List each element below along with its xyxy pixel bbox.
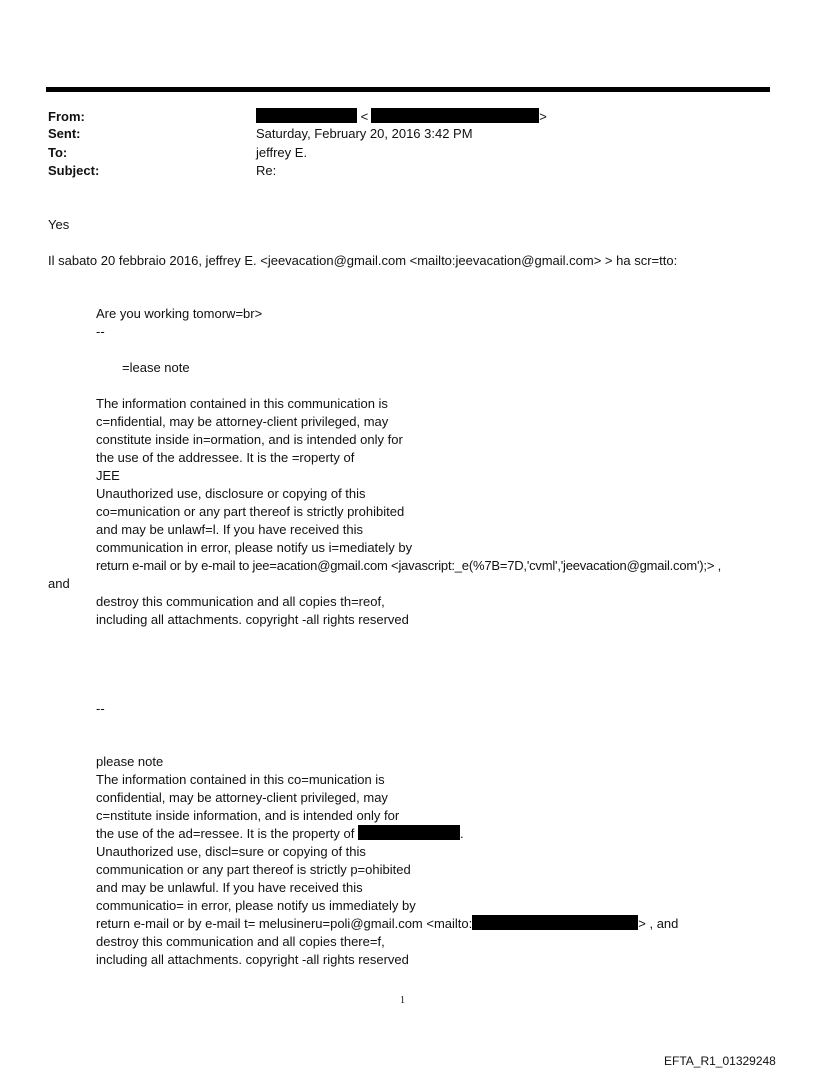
disclaimer1-line: c=nfidential, may be attorney-client privileged, may: [96, 414, 389, 429]
disclaimer2-line: The information contained in this co=munication is: [96, 772, 385, 787]
redacted-sender-name: [256, 108, 357, 123]
disclaimer1-line: communication in error, please notify us i=mediately by: [96, 540, 413, 555]
from-bracket-close: >: [539, 109, 547, 124]
disclaimer1-line: JEE: [96, 468, 120, 483]
disclaimer2-line: confidential, may be attorney-client privileged, may: [96, 790, 388, 805]
disclaimer2-line: communicatio= in error, please notify us immediately by: [96, 898, 416, 913]
subject-value: Re:: [256, 163, 277, 178]
disclaimer1-line: the use of the addressee. It is the =roperty of: [96, 450, 355, 465]
disclaimer1-line: destroy this communication and all copies th=reof,: [96, 594, 385, 609]
disclaimer1-line: The information contained in this communication is: [96, 396, 388, 411]
disclaimer1-line: Unauthorized use, disclosure or copying of this: [96, 486, 366, 501]
disclaimer2-email-text: return e-mail or by e-mail t= melusineru=poli@gmail.com <mailto:: [96, 916, 473, 931]
to-value: jeffrey E.: [256, 145, 308, 160]
redacted-sender-email: [371, 108, 539, 123]
disclaimer2-line: communication or any part thereof is strictly p=ohibited: [96, 862, 411, 877]
disclaimer2-property-text: the use of the ad=ressee. It is the property of: [96, 826, 355, 841]
subject-label: Subject:: [48, 163, 100, 178]
redacted-property-owner: [358, 825, 460, 840]
from-bracket-open: <: [360, 109, 369, 124]
disclaimer2-property-line: [96, 825, 464, 843]
from-label: From:: [48, 109, 85, 124]
reply-text: Yes: [48, 217, 70, 232]
quote-intro: Il sabato 20 febbraio 2016, jeffrey E. <jeevacation@gmail.com <mailto:jeevacation@gmail.com> > ha scr=tto:: [48, 253, 678, 268]
please-note-1: =lease note: [122, 360, 190, 375]
page-number: 1: [400, 995, 405, 1006]
disclaimer2-email-end: > , and: [638, 916, 679, 931]
signature-separator-2: --: [96, 701, 105, 716]
disclaimer1-line: return e-mail or by e-mail to jee=acation@gmail.com <javascript:_e(%7B=7D,'cvml','jeevacation@gmail.com');> ,: [96, 558, 722, 573]
redacted-mailto-address: [472, 915, 638, 930]
disclaimer1-line: constitute inside in=ormation, and is intended only for: [96, 432, 403, 447]
please-note-2: please note: [96, 754, 164, 769]
to-label: To:: [48, 145, 68, 160]
disclaimer2-line: destroy this communication and all copies there=f,: [96, 934, 385, 949]
bates-number: EFTA_R1_01329248: [664, 1054, 776, 1068]
disclaimer2-line: including all attachments. copyright -all rights reserved: [96, 952, 409, 967]
disclaimer2-line: Unauthorized use, discl=sure or copying of this: [96, 844, 366, 859]
quoted-question: Are you working tomorw=br>: [96, 306, 263, 321]
disclaimer1-wrap: and: [48, 576, 70, 591]
from-value: [256, 108, 547, 126]
disclaimer1-line: co=munication or any part thereof is strictly prohibited: [96, 504, 405, 519]
header-rule: [46, 87, 770, 92]
disclaimer2-property-end: .: [459, 826, 464, 841]
sent-label: Sent:: [48, 126, 81, 141]
disclaimer1-line: and may be unlawf=l. If you have received this: [96, 522, 364, 537]
disclaimer1-line: including all attachments. copyright -all rights reserved: [96, 612, 409, 627]
disclaimer2-email-line: [96, 915, 678, 933]
signature-separator-1: --: [96, 324, 105, 339]
disclaimer2-line: c=nstitute inside information, and is intended only for: [96, 808, 400, 823]
sent-value: Saturday, February 20, 2016 3:42 PM: [256, 126, 473, 141]
disclaimer2-line: and may be unlawful. If you have received this: [96, 880, 363, 895]
